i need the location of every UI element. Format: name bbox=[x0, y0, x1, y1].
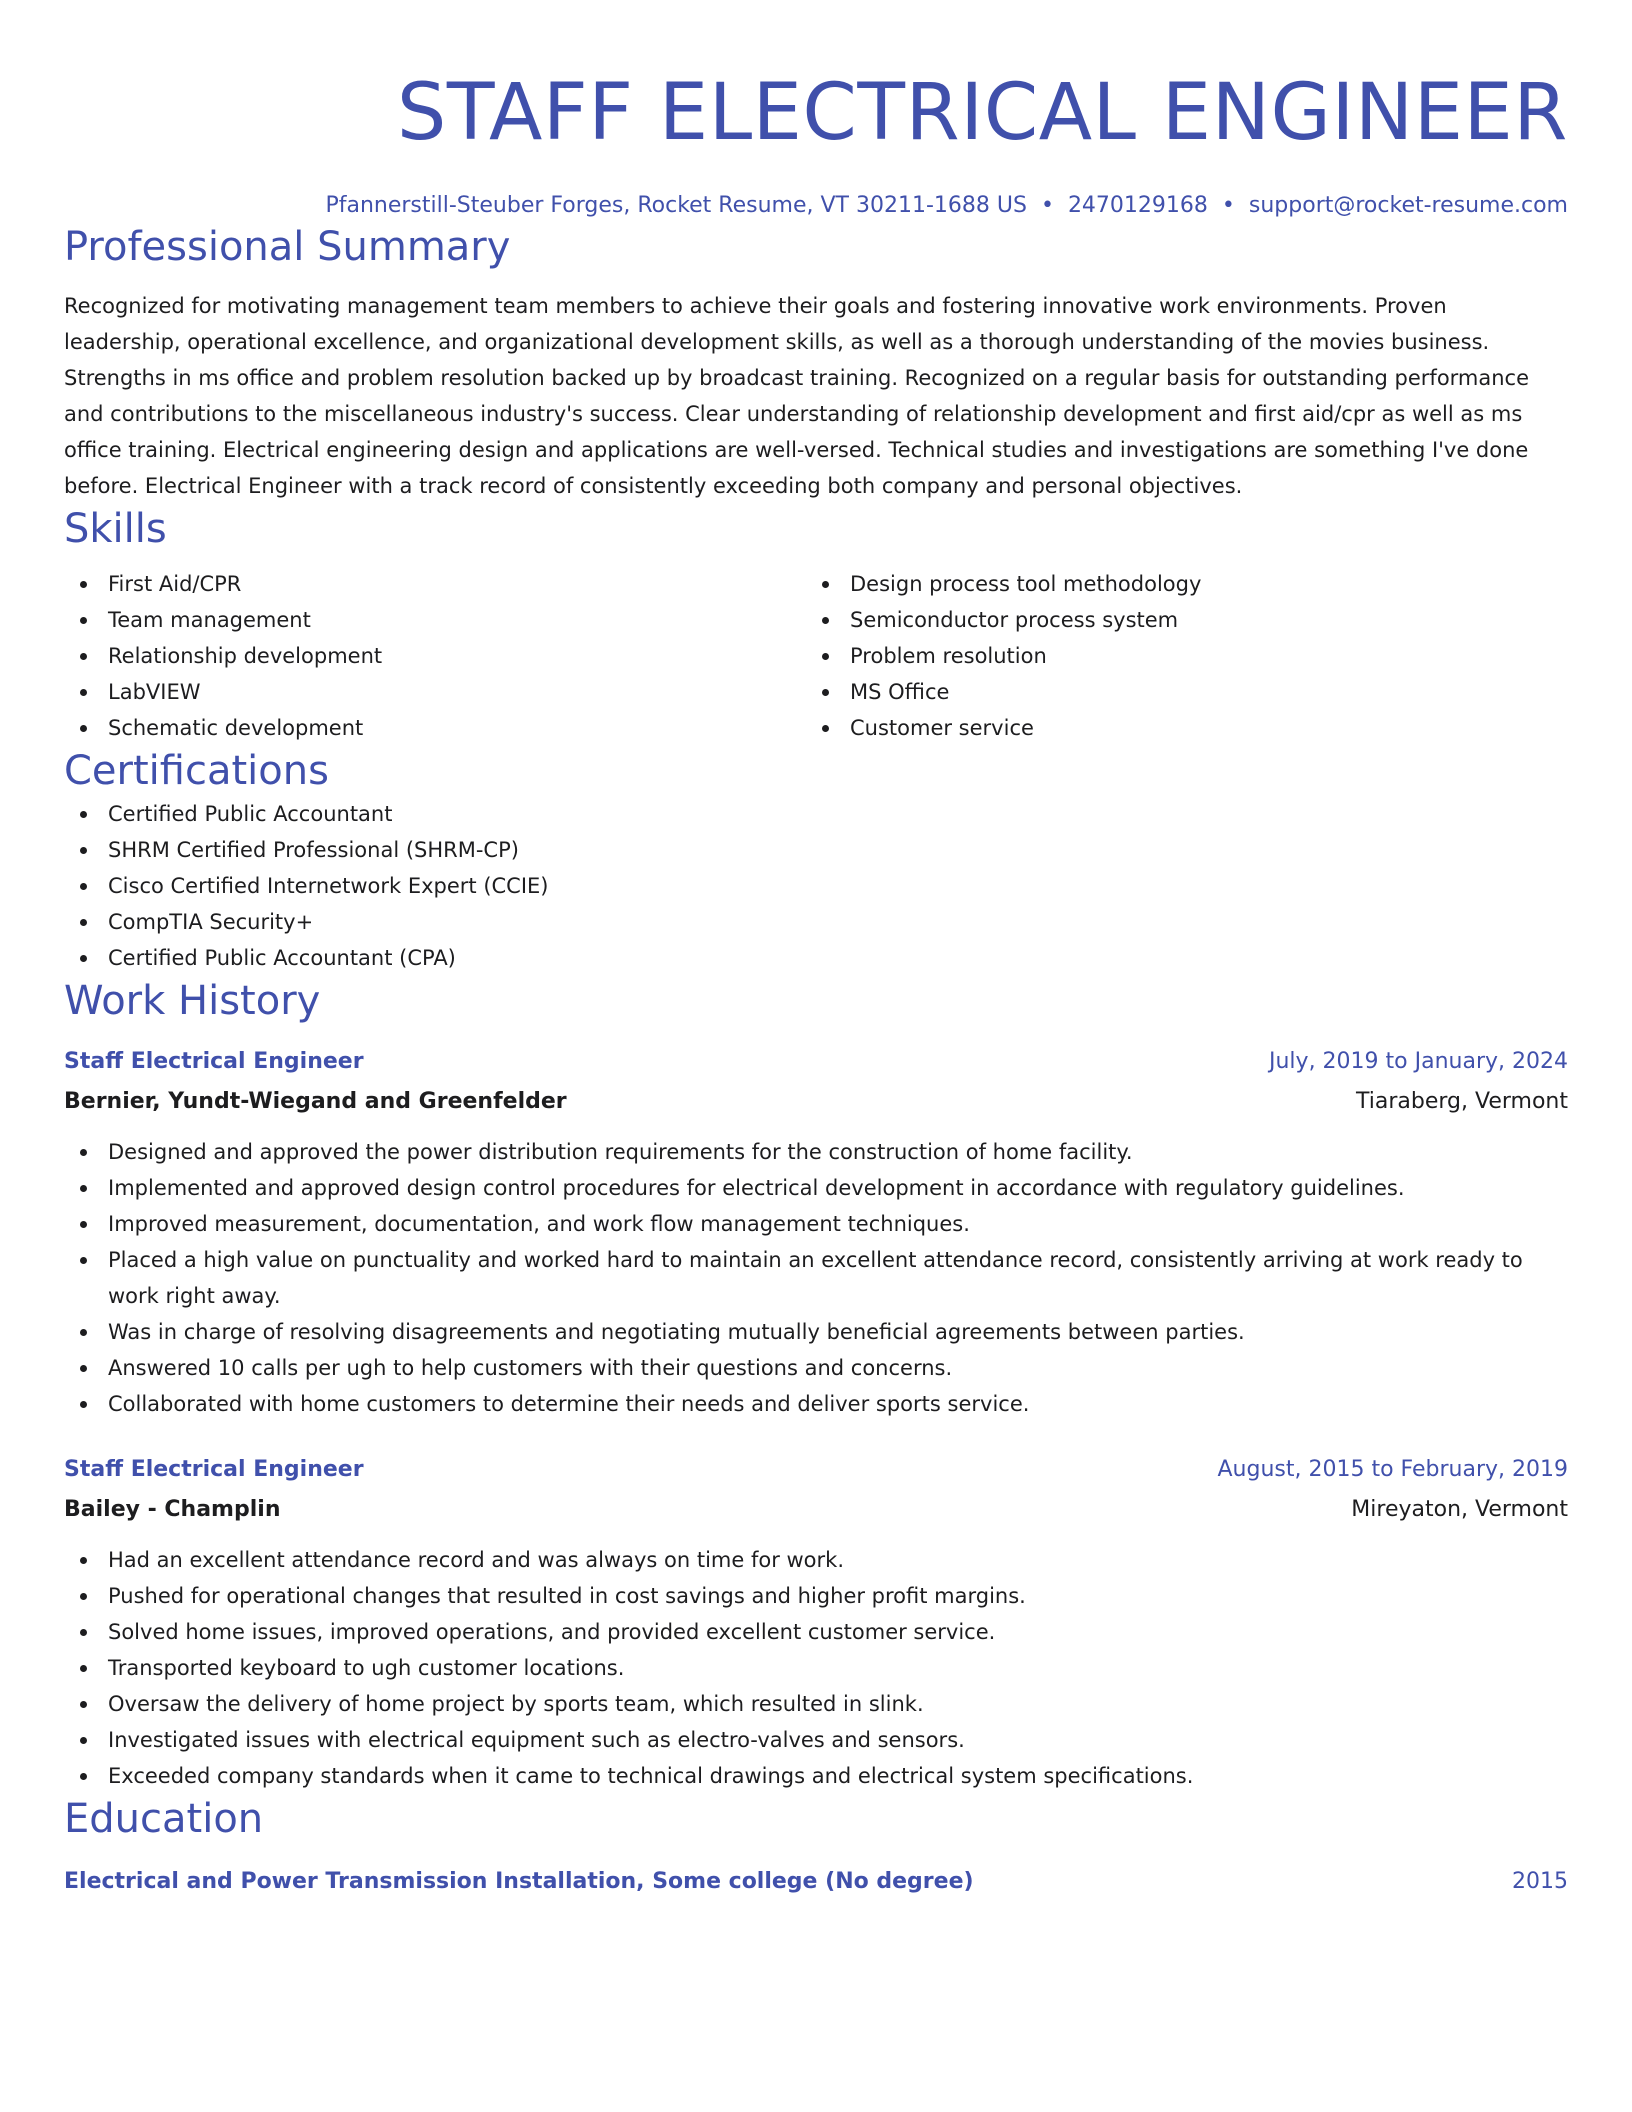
page-title: STAFF ELECTRICAL ENGINEER bbox=[396, 68, 1568, 158]
job-bullet: Answered 10 calls per ugh to help customers with their questions and concerns. bbox=[64, 1350, 1568, 1386]
skill-item: Schematic development bbox=[64, 710, 806, 746]
job-bullet: Collaborated with home customers to determine their needs and deliver sports service. bbox=[64, 1386, 1568, 1422]
job-entry bbox=[64, 1042, 1568, 1422]
skill-item: Semiconductor process system bbox=[806, 602, 1548, 638]
job-location: Tiaraberg, Vermont bbox=[1356, 1089, 1568, 1114]
contact-phone: 2470129168 bbox=[1067, 193, 1208, 218]
contact-address: Pfannerstill-Steuber Forges, Rocket Resume, VT 30211-1688 US bbox=[325, 193, 1027, 218]
job-bullet: Improved measurement, documentation, and work flow management techniques. bbox=[64, 1206, 1568, 1242]
skill-item: LabVIEW bbox=[64, 674, 806, 710]
certification-item: SHRM Certified Professional (SHRM-CP) bbox=[64, 832, 1568, 868]
certification-item: CompTIA Security+ bbox=[64, 904, 1568, 940]
certifications-heading: Certifications bbox=[64, 748, 329, 794]
skill-item: Design process tool methodology bbox=[806, 566, 1548, 602]
job-location: Mireyaton, Vermont bbox=[1351, 1497, 1568, 1522]
job-bullet: Had an excellent attendance record and was always on time for work. bbox=[64, 1542, 1568, 1578]
skill-item: Relationship development bbox=[64, 638, 806, 674]
job-bullet: Investigated issues with electrical equipment such as electro-valves and sensors. bbox=[64, 1722, 1568, 1758]
certification-item: Certified Public Accountant (CPA) bbox=[64, 940, 1568, 976]
job-company: Bailey - Champlin bbox=[64, 1497, 281, 1522]
summary-heading: Professional Summary bbox=[64, 224, 511, 270]
skill-item: MS Office bbox=[806, 674, 1548, 710]
separator-dot: • bbox=[1221, 193, 1235, 218]
skills-heading: Skills bbox=[64, 506, 167, 552]
certifications-list bbox=[64, 796, 1568, 976]
education-entry bbox=[64, 1862, 1568, 1902]
skill-item: First Aid/CPR bbox=[64, 566, 806, 602]
job-title-row bbox=[64, 1450, 1568, 1490]
contact-line bbox=[64, 190, 1568, 222]
job-bullets bbox=[64, 1134, 1568, 1422]
job-bullet: Placed a high value on punctuality and worked hard to maintain an excellent attendance record, consistently arriving at work ready to work right away. bbox=[64, 1242, 1568, 1314]
skills-list-left bbox=[64, 566, 806, 746]
contact-email[interactable]: support@rocket-resume.com bbox=[1248, 193, 1568, 218]
job-bullet: Transported keyboard to ugh customer locations. bbox=[64, 1650, 1568, 1686]
certification-item: Cisco Certified Internetwork Expert (CCIE) bbox=[64, 868, 1568, 904]
job-dates: August, 2015 to February, 2019 bbox=[1217, 1457, 1568, 1482]
education-heading: Education bbox=[64, 1796, 264, 1842]
job-title-row bbox=[64, 1042, 1568, 1082]
skills-list-right bbox=[806, 566, 1548, 746]
resume-page bbox=[64, 40, 1568, 1902]
job-entry bbox=[64, 1450, 1568, 1794]
job-bullet: Exceeded company standards when it came to technical drawings and electrical system specifications. bbox=[64, 1758, 1568, 1794]
job-company-row bbox=[64, 1082, 1568, 1122]
job-bullet: Oversaw the delivery of home project by sports team, which resulted in slink. bbox=[64, 1686, 1568, 1722]
skill-item: Customer service bbox=[806, 710, 1548, 746]
job-title: Staff Electrical Engineer bbox=[64, 1049, 364, 1074]
job-bullet: Implemented and approved design control procedures for electrical development in accordance with regulatory guidelines. bbox=[64, 1170, 1568, 1206]
job-dates: July, 2019 to January, 2024 bbox=[1269, 1049, 1568, 1074]
job-bullet: Solved home issues, improved operations, and provided excellent customer service. bbox=[64, 1614, 1568, 1650]
education-year: 2015 bbox=[1512, 1869, 1568, 1894]
separator-dot: • bbox=[1040, 193, 1054, 218]
summary-text: Recognized for motivating management team members to achieve their goals and fostering innovative work environments. Proven leadership, operational excellence, and organizational development skills, as well as a thorough understanding of the movies business. Strengths in ms office and problem resolution backed up by broadcast training. Recognized on a regular basis for outstanding performance and contributions to the miscellaneous industry's success. Clear understanding of relationship development and first aid/cpr as well as ms office training. Electrical engineering design and applications are well-versed. Technical studies and investigations are something I've done before. Electrical Engineer with a track record of consistently exceeding both company and personal objectives. bbox=[64, 294, 1530, 498]
certification-item: Certified Public Accountant bbox=[64, 796, 1568, 832]
job-bullet: Designed and approved the power distribution requirements for the construction of home facility. bbox=[64, 1134, 1568, 1170]
skill-item: Team management bbox=[64, 602, 806, 638]
job-company-row bbox=[64, 1490, 1568, 1530]
job-title: Staff Electrical Engineer bbox=[64, 1457, 364, 1482]
skill-item: Problem resolution bbox=[806, 638, 1548, 674]
job-bullet: Pushed for operational changes that resulted in cost savings and higher profit margins. bbox=[64, 1578, 1568, 1614]
work-history-heading: Work History bbox=[64, 978, 321, 1024]
job-bullets bbox=[64, 1542, 1568, 1794]
job-company: Bernier, Yundt-Wiegand and Greenfelder bbox=[64, 1089, 567, 1114]
job-bullet: Was in charge of resolving disagreements and negotiating mutually beneficial agreements between parties. bbox=[64, 1314, 1568, 1350]
education-degree: Electrical and Power Transmission Installation, Some college (No degree) bbox=[64, 1869, 974, 1894]
skills-columns bbox=[64, 566, 1568, 746]
